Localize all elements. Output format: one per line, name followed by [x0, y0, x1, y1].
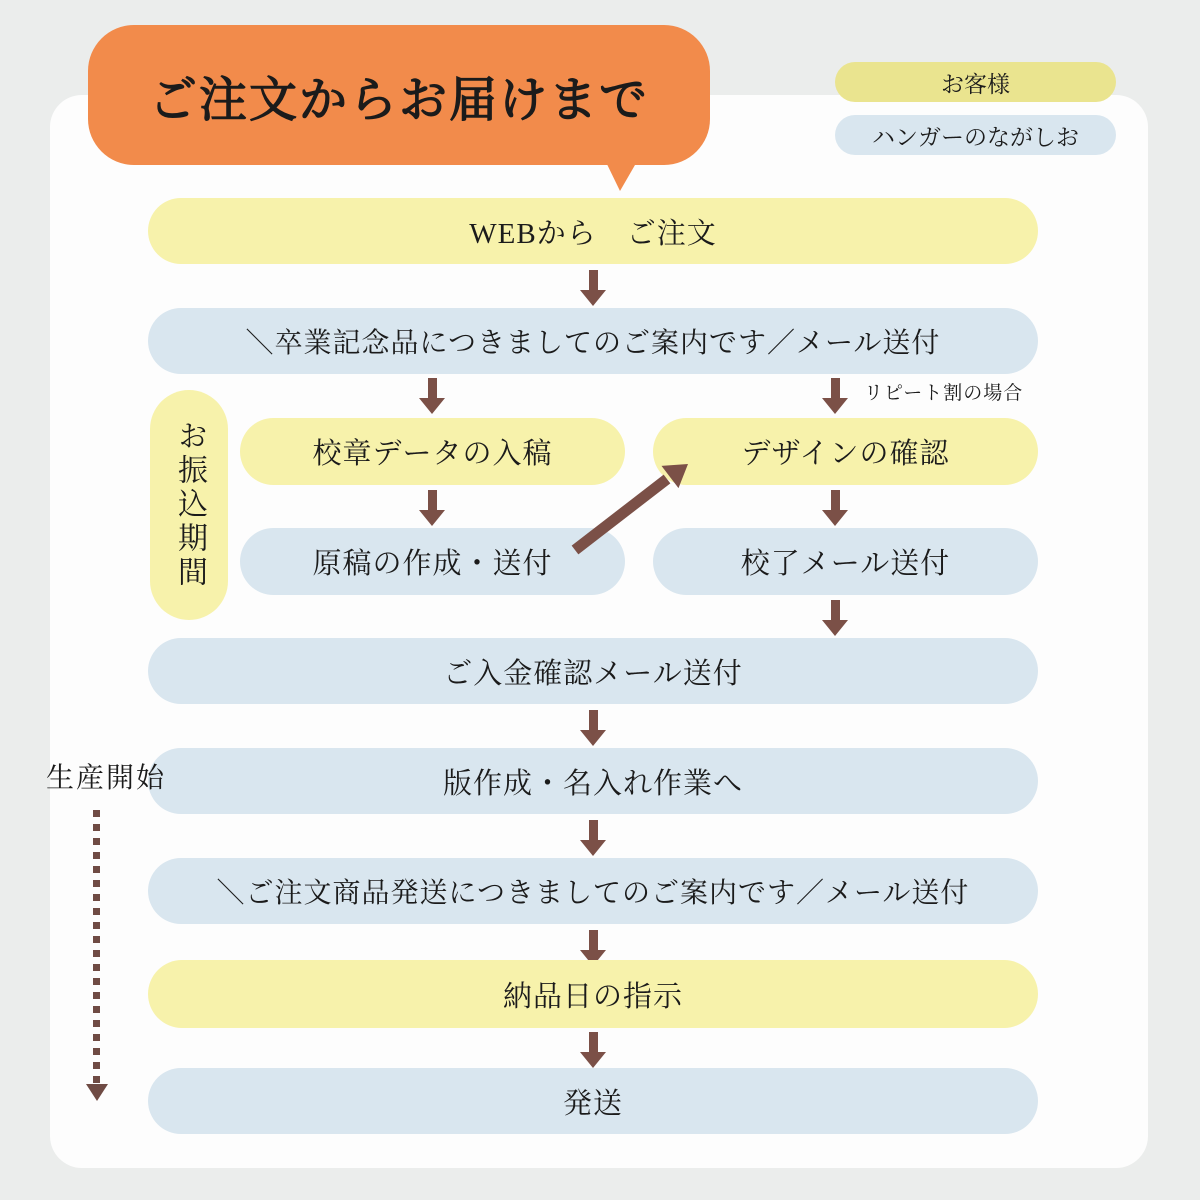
bubble-tail	[604, 158, 639, 191]
flow-step-payment-mail	[148, 638, 1038, 704]
production-dotted-arrow-icon	[93, 810, 100, 1084]
production-dotted-arrow-head-icon	[86, 1084, 108, 1101]
legend-customer	[835, 62, 1116, 102]
arrow-head	[580, 1052, 606, 1068]
arrow-down-icon	[580, 710, 606, 746]
flow-step-ship-guide-mail-label: ＼ご注文商品発送につきましてのご案内です／メール送付	[216, 878, 970, 909]
production-start-label: 生産開始	[46, 763, 167, 794]
arrow-down-icon	[822, 378, 848, 414]
legend-company	[835, 115, 1116, 155]
arrow-down-icon	[419, 490, 445, 526]
arrow-down-icon	[580, 820, 606, 856]
flow-step-order-label: WEBから ご注文	[469, 217, 717, 250]
flow-step-delivery-date-label: 納品日の指示	[502, 980, 683, 1013]
arrow-down-icon	[580, 1032, 606, 1068]
arrow-down-icon	[419, 378, 445, 414]
arrow-head	[419, 510, 445, 526]
arrow-stem	[428, 378, 437, 398]
flow-step-shipping-label: 発送	[562, 1087, 623, 1120]
arrow-head	[580, 290, 606, 306]
arrow-down-icon	[822, 600, 848, 636]
arrow-stem	[589, 270, 598, 290]
arrow-stem	[831, 490, 840, 510]
flow-step-guide-mail	[148, 308, 1038, 374]
arrow-stem	[428, 490, 437, 510]
arrow-head	[822, 398, 848, 414]
flow-step-plate-work	[148, 748, 1038, 814]
arrow-head	[580, 730, 606, 746]
legend-customer-label: お客様	[941, 71, 1010, 97]
flow-step-proof-mail-label: 校了メール送付	[740, 548, 951, 580]
flow-step-plate-work-label: 版作成・名入れ作業へ	[442, 767, 743, 800]
diagonal-arrow-icon	[555, 445, 715, 565]
payment-period-label: お振込期間	[173, 420, 206, 590]
title-bubble	[88, 25, 710, 165]
legend-company-label: ハンガーのながしお	[872, 124, 1079, 150]
arrow-stem	[589, 1032, 598, 1052]
arrow-stem	[831, 378, 840, 398]
arrow-stem	[589, 820, 598, 840]
flow-step-guide-mail-label: ＼卒業記念品につきましてのご案内です／メール送付	[245, 328, 941, 359]
arrow-head	[580, 840, 606, 856]
page-title: ご注文からお届けまで	[148, 73, 649, 127]
flow-step-ship-guide-mail	[148, 858, 1038, 924]
arrow-head	[822, 510, 848, 526]
flow-step-order	[148, 198, 1038, 264]
flow-step-design-check-label: デザインの確認	[741, 438, 950, 470]
arrow-head	[822, 620, 848, 636]
flow-step-draft-send-label: 原稿の作成・送付	[312, 548, 553, 580]
flow-step-emblem-submit-label: 校章データの入稿	[312, 438, 553, 470]
repeat-discount-note: リピート割の場合	[864, 383, 1024, 404]
arrow-head	[419, 398, 445, 414]
arrow-down-icon	[580, 270, 606, 306]
arrow-stem	[589, 710, 598, 730]
arrow-down-icon	[822, 490, 848, 526]
arrow-stem	[589, 930, 598, 950]
flow-step-delivery-date	[148, 960, 1038, 1028]
flow-step-shipping	[148, 1068, 1038, 1134]
flow-step-payment-mail-label: ご入金確認メール送付	[443, 657, 743, 690]
arrow-stem	[831, 600, 840, 620]
payment-period-pill	[150, 390, 228, 620]
